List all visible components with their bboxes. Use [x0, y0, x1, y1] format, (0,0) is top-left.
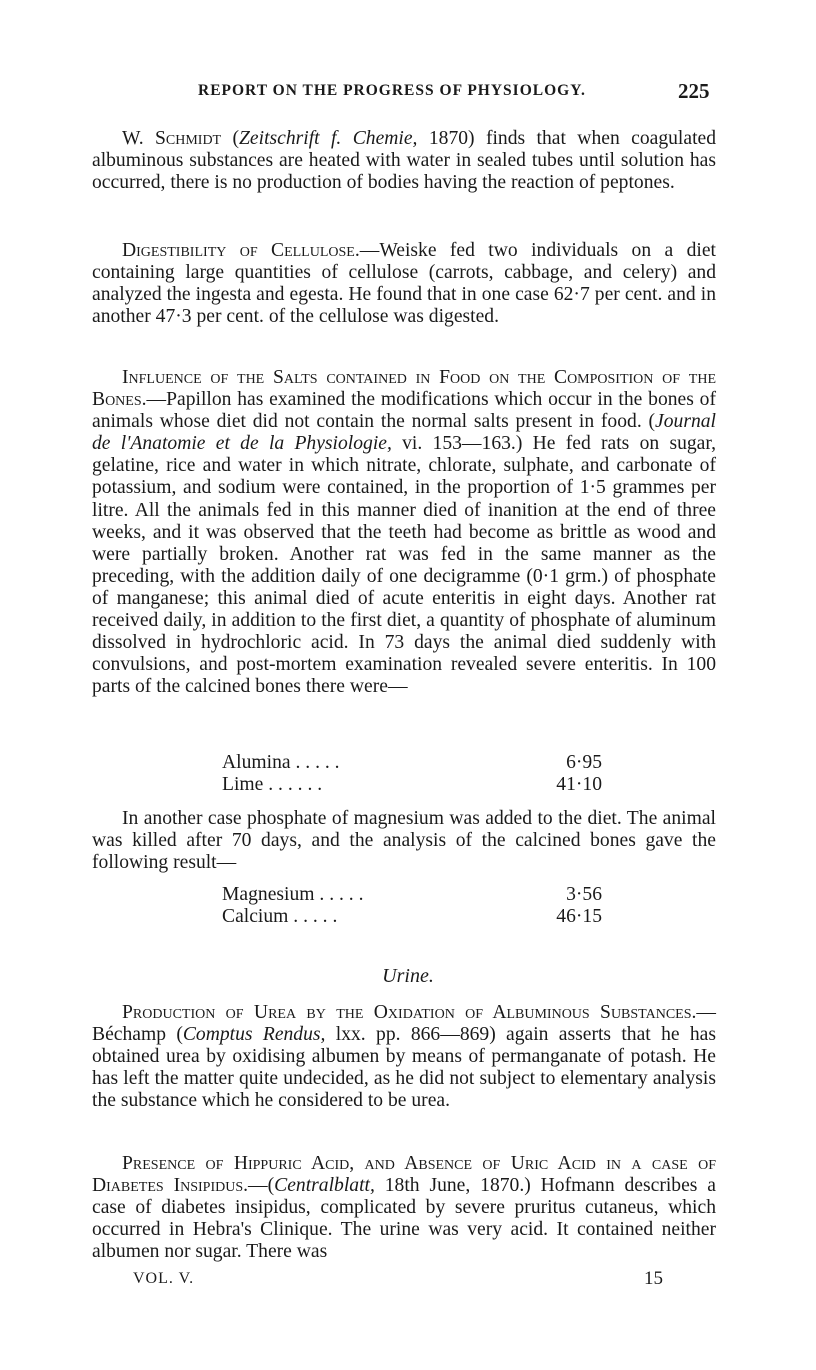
- row-value: 3·56: [566, 884, 602, 905]
- paragraph-heading: Influence of the Salts contained in Food on the Composition of the Bones.: [92, 367, 716, 411]
- paragraph-text: In another case phosphate of magnesium was added to the diet. The animal was killed after 70 days, and the analysis of the calcined bones gave the following result—: [92, 808, 716, 874]
- row-label: Alumina: [222, 752, 291, 773]
- journal-citation: Zeitschrift f. Chemie,: [239, 128, 418, 149]
- paragraph-heading: Production of Urea by the Oxidation of Albuminous Substances.: [122, 1002, 697, 1023]
- paragraph-heading: Digestibility of Cellulose.: [122, 240, 360, 261]
- journal-citation: Journal de l'Anatomie et de la Physiologie,: [92, 411, 716, 455]
- paren-open: (: [221, 128, 240, 149]
- row-label: Magnesium: [222, 884, 315, 905]
- bone-analysis-table-1: [222, 752, 602, 796]
- paragraph-urea: [92, 1002, 716, 1112]
- paragraph-text: lxx. pp. 866—869) again asserts that he has obtained urea by oxidising albumen by means of permanganate of potash. He has left the matter quite undecided, as he did not subject to elementary analysis the substance which he considered to be urea.: [92, 1024, 717, 1112]
- section-title: Urine.: [382, 965, 434, 987]
- row-label: Calcium: [222, 906, 289, 928]
- dot-leader: . . . . .: [290, 752, 340, 773]
- author-name: W. Schmidt: [122, 128, 222, 149]
- row-value: 6·95: [566, 752, 602, 773]
- table-row: [222, 884, 602, 906]
- journal-citation: Centralblatt,: [274, 1175, 375, 1197]
- page-number: 225: [678, 79, 710, 103]
- paragraph-text: —Weiske fed two individuals on a diet containing large quantities of cellulose (carrots, cabbage, and celery) and analyzed the ingesta and egesta. He found that in one case 62·7 per cent. and in another 47·3 per cent. of the cellulose was digested.: [92, 240, 716, 328]
- table-row: [222, 774, 602, 796]
- table-row: [222, 906, 602, 928]
- paragraph-cellulose: [92, 240, 716, 328]
- paragraph-text: 1870) finds that when coagulated albuminous substances are heated with water in sealed tubes until solution has occurred, there is no production of bodies having the reaction of peptones.: [92, 128, 717, 194]
- row-value: 46·15: [556, 906, 602, 928]
- paragraph-salts-bones: [92, 367, 716, 698]
- paragraph-text: —Béchamp (: [92, 1002, 716, 1046]
- paragraph-text: —(: [248, 1175, 275, 1197]
- paragraph-text: vi. 153—163.) He fed rats on sugar, gelatine, rice and water in which nitrate, chlorate, sulphate, and carbonate of potassium, and sodium were contained, in the proportion of 1·5 grammes per litre. All the animals fed in this manner died of inanition at the end of three weeks, and it was observed that the teeth had become as brittle as wood and were partially broken. Another rat was fed in the same manner as the preceding, with the addition daily of one decigramme (0·1 grm.) of phosphate of manganese; this animal died of acute enteritis in eight days. Another rat received daily, in addition to the first diet, a quantity of phosphate of aluminum dissolved in hydrochloric acid. In 73 days the animal died suddenly with convulsions, and post-mortem examination revealed severe enteritis. In 100 parts of the calcined bones there were—: [92, 433, 716, 698]
- paragraph-text: —Papillon has examined the modifications which occur in the bones of animals whose diet did not contain the normal salts present in food. (: [92, 389, 716, 433]
- row-label: Lime: [222, 774, 264, 796]
- table-row: [222, 752, 602, 774]
- signature-mark: 15: [644, 1268, 663, 1289]
- paragraph-schmidt: [92, 128, 716, 194]
- journal-citation: Comptus Rendus,: [182, 1024, 326, 1046]
- dot-leader: . . . . . .: [263, 774, 323, 796]
- volume-label: VOL. V.: [133, 1270, 195, 1287]
- paragraph-heading: Presence of Hippuric Acid, and Absence of Uric Acid in a case of Diabetes Insipidus.: [92, 1153, 716, 1197]
- bone-analysis-table-2: [222, 884, 602, 928]
- paragraph-hippuric: [92, 1153, 716, 1263]
- paragraph-magnesium: [92, 808, 716, 874]
- row-value: 41·10: [556, 774, 602, 796]
- dot-leader: . . . . .: [314, 884, 364, 905]
- dot-leader: . . . . .: [288, 906, 338, 928]
- running-title: REPORT ON THE PROGRESS OF PHYSIOLOGY.: [198, 82, 586, 99]
- paragraph-text: 18th June, 1870.) Hofmann describes a case of diabetes insipidus, complicated by severe pruritus cutaneus, which occurred in Hebra's Clinique. The urine was very acid. It contained neither albumen nor sugar. There was: [92, 1175, 716, 1263]
